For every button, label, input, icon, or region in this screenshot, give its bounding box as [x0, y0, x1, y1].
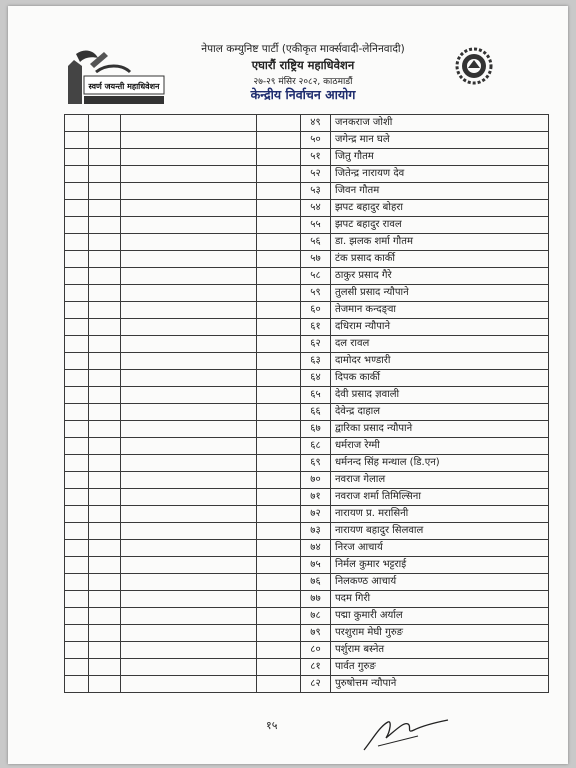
document-page: [8, 6, 568, 764]
empty-cell: [257, 268, 301, 285]
logo-caption: स्वर्ण जयन्ती महाधिवेशन: [88, 82, 160, 91]
empty-cell: [257, 149, 301, 166]
empty-cell: [89, 472, 121, 489]
table-row: [65, 523, 549, 540]
signature: [358, 706, 458, 756]
empty-cell: [121, 285, 257, 302]
empty-cell: [257, 540, 301, 557]
table-row: [65, 115, 549, 132]
table-row: [65, 387, 549, 404]
empty-cell: [257, 132, 301, 149]
candidate-name-cell: टंक प्रसाद कार्की: [331, 251, 549, 268]
empty-cell: [257, 642, 301, 659]
table-row: [65, 166, 549, 183]
serial-number-cell: ७०: [301, 472, 331, 489]
empty-cell: [65, 387, 89, 404]
empty-cell: [121, 183, 257, 200]
empty-cell: [89, 557, 121, 574]
serial-number-cell: ५६: [301, 234, 331, 251]
empty-cell: [121, 557, 257, 574]
table-row: [65, 659, 549, 676]
table-row: [65, 302, 549, 319]
empty-cell: [257, 574, 301, 591]
candidate-name-cell: पद्मा कुमारी अर्याल: [331, 608, 549, 625]
candidate-name-cell: पार्वत गुरुङ: [331, 659, 549, 676]
candidate-name-cell: दधिराम न्यौपाने: [331, 319, 549, 336]
table-row: [65, 268, 549, 285]
empty-cell: [121, 336, 257, 353]
empty-cell: [65, 506, 89, 523]
candidate-table: [64, 114, 549, 693]
table-row: [65, 591, 549, 608]
sun-emblem-icon: [454, 46, 494, 86]
serial-number-cell: ७९: [301, 625, 331, 642]
empty-cell: [89, 540, 121, 557]
empty-cell: [257, 115, 301, 132]
empty-cell: [65, 438, 89, 455]
empty-cell: [65, 625, 89, 642]
candidate-name-cell: जितेन्द्र नारायण देव: [331, 166, 549, 183]
empty-cell: [257, 251, 301, 268]
candidate-name-cell: नवराज शर्मा तिमिल्सिना: [331, 489, 549, 506]
table-row: [65, 608, 549, 625]
convention-title: एघारौं राष्ट्रिय महाधिवेशन: [251, 58, 355, 72]
table-row: [65, 285, 549, 302]
serial-number-cell: ६०: [301, 302, 331, 319]
table-row: [65, 336, 549, 353]
empty-cell: [65, 353, 89, 370]
table-row: [65, 370, 549, 387]
empty-cell: [121, 540, 257, 557]
serial-number-cell: ५७: [301, 251, 331, 268]
table-row: [65, 251, 549, 268]
empty-cell: [89, 676, 121, 693]
candidate-name-cell: द्वारिका प्रसाद न्यौपाने: [331, 421, 549, 438]
serial-number-cell: ८०: [301, 642, 331, 659]
serial-number-cell: ५१: [301, 149, 331, 166]
empty-cell: [89, 200, 121, 217]
empty-cell: [121, 234, 257, 251]
serial-number-cell: ७५: [301, 557, 331, 574]
party-name: नेपाल कम्युनिष्ट पार्टी (एकीकृत मार्क्सवादी-लेनिनवादी): [201, 43, 405, 55]
empty-cell: [89, 625, 121, 642]
candidate-name-cell: पदम गिरी: [331, 591, 549, 608]
serial-number-cell: ६७: [301, 421, 331, 438]
candidate-name-cell: देवेन्द्र दाहाल: [331, 404, 549, 421]
empty-cell: [65, 421, 89, 438]
serial-number-cell: ७६: [301, 574, 331, 591]
empty-cell: [121, 455, 257, 472]
candidate-name-cell: दामोदर भण्डारी: [331, 353, 549, 370]
candidate-name-cell: निर्मल कुमार भट्टराई: [331, 557, 549, 574]
empty-cell: [65, 115, 89, 132]
empty-cell: [121, 166, 257, 183]
empty-cell: [257, 608, 301, 625]
empty-cell: [121, 387, 257, 404]
empty-cell: [65, 336, 89, 353]
empty-cell: [257, 438, 301, 455]
empty-cell: [89, 489, 121, 506]
table-row: [65, 625, 549, 642]
empty-cell: [89, 353, 121, 370]
empty-cell: [121, 608, 257, 625]
table-row: [65, 489, 549, 506]
serial-number-cell: ५५: [301, 217, 331, 234]
empty-cell: [89, 149, 121, 166]
empty-cell: [89, 370, 121, 387]
empty-cell: [257, 659, 301, 676]
candidate-name-cell: निलकण्ठ आचार्य: [331, 574, 549, 591]
empty-cell: [121, 472, 257, 489]
candidate-name-cell: झपट बहादुर रावल: [331, 217, 549, 234]
empty-cell: [121, 353, 257, 370]
empty-cell: [257, 676, 301, 693]
empty-cell: [65, 149, 89, 166]
empty-cell: [89, 642, 121, 659]
empty-cell: [257, 285, 301, 302]
table-row: [65, 676, 549, 693]
serial-number-cell: ७४: [301, 540, 331, 557]
empty-cell: [257, 591, 301, 608]
empty-cell: [121, 302, 257, 319]
candidate-name-cell: नवराज गेलाल: [331, 472, 549, 489]
empty-cell: [121, 251, 257, 268]
table-row: [65, 353, 549, 370]
empty-cell: [89, 183, 121, 200]
empty-cell: [65, 659, 89, 676]
empty-cell: [65, 319, 89, 336]
candidate-name-cell: तुलसी प्रसाद न्यौपाने: [331, 285, 549, 302]
serial-number-cell: ६९: [301, 455, 331, 472]
table-row: [65, 132, 549, 149]
table-row: [65, 455, 549, 472]
empty-cell: [257, 455, 301, 472]
serial-number-cell: ५२: [301, 166, 331, 183]
empty-cell: [121, 676, 257, 693]
empty-cell: [121, 200, 257, 217]
empty-cell: [121, 625, 257, 642]
empty-cell: [257, 200, 301, 217]
candidate-name-cell: दल रावल: [331, 336, 549, 353]
empty-cell: [121, 268, 257, 285]
table-row: [65, 404, 549, 421]
empty-cell: [65, 370, 89, 387]
table-row: [65, 234, 549, 251]
candidate-name-cell: धर्मराज रेग्मी: [331, 438, 549, 455]
candidate-name-cell: झपट बहादुर बोहरा: [331, 200, 549, 217]
empty-cell: [89, 268, 121, 285]
empty-cell: [65, 472, 89, 489]
serial-number-cell: ५४: [301, 200, 331, 217]
empty-cell: [257, 353, 301, 370]
table-row: [65, 472, 549, 489]
empty-cell: [257, 625, 301, 642]
empty-cell: [89, 455, 121, 472]
candidate-name-cell: परशुराम मेघी गुरुङ: [331, 625, 549, 642]
table-row: [65, 217, 549, 234]
empty-cell: [89, 659, 121, 676]
serial-number-cell: ७३: [301, 523, 331, 540]
candidate-name-cell: तेजमान कन्दङ्वा: [331, 302, 549, 319]
empty-cell: [89, 285, 121, 302]
serial-number-cell: ७१: [301, 489, 331, 506]
serial-number-cell: ४९: [301, 115, 331, 132]
serial-number-cell: ५९: [301, 285, 331, 302]
candidate-name-cell: निरज आचार्य: [331, 540, 549, 557]
empty-cell: [65, 132, 89, 149]
empty-cell: [121, 319, 257, 336]
empty-cell: [65, 574, 89, 591]
empty-cell: [65, 302, 89, 319]
empty-cell: [257, 387, 301, 404]
empty-cell: [121, 370, 257, 387]
empty-cell: [65, 166, 89, 183]
empty-cell: [257, 234, 301, 251]
empty-cell: [257, 370, 301, 387]
empty-cell: [257, 166, 301, 183]
table-row: [65, 421, 549, 438]
candidate-name-cell: पर्शुराम बस्नेत: [331, 642, 549, 659]
empty-cell: [121, 591, 257, 608]
empty-cell: [121, 642, 257, 659]
empty-cell: [89, 319, 121, 336]
serial-number-cell: ७८: [301, 608, 331, 625]
empty-cell: [65, 251, 89, 268]
empty-cell: [89, 387, 121, 404]
empty-cell: [65, 591, 89, 608]
table-row: [65, 642, 549, 659]
serial-number-cell: ५८: [301, 268, 331, 285]
candidate-name-cell: नारायण बहादुर सिलवाल: [331, 523, 549, 540]
empty-cell: [65, 455, 89, 472]
empty-cell: [257, 302, 301, 319]
candidate-name-cell: जनकराज जोशी: [331, 115, 549, 132]
table-row: [65, 183, 549, 200]
candidate-name-cell: जितु गौतम: [331, 149, 549, 166]
serial-number-cell: ६२: [301, 336, 331, 353]
empty-cell: [121, 149, 257, 166]
table-row: [65, 540, 549, 557]
candidate-name-cell: पुरुषोत्तम न्यौपाने: [331, 676, 549, 693]
empty-cell: [65, 676, 89, 693]
empty-cell: [65, 200, 89, 217]
serial-number-cell: ८१: [301, 659, 331, 676]
date-place: २७-२९ मंसिर २०८२, काठमाडौं: [253, 77, 353, 87]
empty-cell: [257, 336, 301, 353]
empty-cell: [89, 404, 121, 421]
table-row: [65, 438, 549, 455]
serial-number-cell: ६६: [301, 404, 331, 421]
empty-cell: [257, 523, 301, 540]
empty-cell: [89, 438, 121, 455]
table-row: [65, 149, 549, 166]
candidate-name-cell: जिवन गौतम: [331, 183, 549, 200]
empty-cell: [257, 557, 301, 574]
empty-cell: [65, 557, 89, 574]
empty-cell: [65, 217, 89, 234]
candidate-name-cell: डा. झलक शर्मा गौतम: [331, 234, 549, 251]
table-row: [65, 506, 549, 523]
empty-cell: [89, 523, 121, 540]
empty-cell: [121, 217, 257, 234]
empty-cell: [65, 489, 89, 506]
empty-cell: [89, 591, 121, 608]
empty-cell: [89, 132, 121, 149]
empty-cell: [257, 489, 301, 506]
empty-cell: [89, 115, 121, 132]
candidate-name-cell: धर्मनन्द सिंह मन्थाल (डि.एन): [331, 455, 549, 472]
empty-cell: [65, 183, 89, 200]
empty-cell: [89, 574, 121, 591]
empty-cell: [121, 132, 257, 149]
empty-cell: [65, 608, 89, 625]
candidate-name-cell: ठाकुर प्रसाद गैरे: [331, 268, 549, 285]
serial-number-cell: ८२: [301, 676, 331, 693]
empty-cell: [65, 404, 89, 421]
page-number: १५: [266, 719, 278, 732]
empty-cell: [257, 217, 301, 234]
empty-cell: [89, 608, 121, 625]
serial-number-cell: ६८: [301, 438, 331, 455]
empty-cell: [89, 336, 121, 353]
serial-number-cell: ७७: [301, 591, 331, 608]
empty-cell: [121, 523, 257, 540]
serial-number-cell: ६३: [301, 353, 331, 370]
empty-cell: [65, 642, 89, 659]
empty-cell: [257, 506, 301, 523]
party-emblem-logo: [60, 46, 168, 110]
serial-number-cell: ६४: [301, 370, 331, 387]
empty-cell: [89, 421, 121, 438]
empty-cell: [89, 217, 121, 234]
empty-cell: [89, 251, 121, 268]
empty-cell: [257, 404, 301, 421]
empty-cell: [65, 268, 89, 285]
table-row: [65, 200, 549, 217]
empty-cell: [121, 506, 257, 523]
empty-cell: [121, 574, 257, 591]
table-row: [65, 557, 549, 574]
empty-cell: [65, 285, 89, 302]
commission-title: केन्द्रीय निर्वाचन आयोग: [250, 87, 356, 102]
empty-cell: [257, 319, 301, 336]
empty-cell: [89, 234, 121, 251]
serial-number-cell: ५०: [301, 132, 331, 149]
empty-cell: [257, 421, 301, 438]
empty-cell: [121, 421, 257, 438]
empty-cell: [121, 404, 257, 421]
candidate-name-cell: जगेन्द्र मान घले: [331, 132, 549, 149]
empty-cell: [89, 166, 121, 183]
empty-cell: [121, 115, 257, 132]
candidate-name-cell: देवी प्रसाद ज्ञवाली: [331, 387, 549, 404]
empty-cell: [65, 540, 89, 557]
empty-cell: [121, 659, 257, 676]
empty-cell: [121, 438, 257, 455]
empty-cell: [65, 523, 89, 540]
serial-number-cell: ६५: [301, 387, 331, 404]
candidate-name-cell: दिपक कार्की: [331, 370, 549, 387]
serial-number-cell: ६१: [301, 319, 331, 336]
empty-cell: [257, 183, 301, 200]
table-row: [65, 319, 549, 336]
empty-cell: [65, 234, 89, 251]
serial-number-cell: ५३: [301, 183, 331, 200]
empty-cell: [121, 489, 257, 506]
empty-cell: [89, 506, 121, 523]
candidate-name-cell: नारायण प्र. मरासिनी: [331, 506, 549, 523]
table-row: [65, 574, 549, 591]
serial-number-cell: ७२: [301, 506, 331, 523]
document-header: [8, 6, 568, 116]
empty-cell: [257, 472, 301, 489]
empty-cell: [89, 302, 121, 319]
